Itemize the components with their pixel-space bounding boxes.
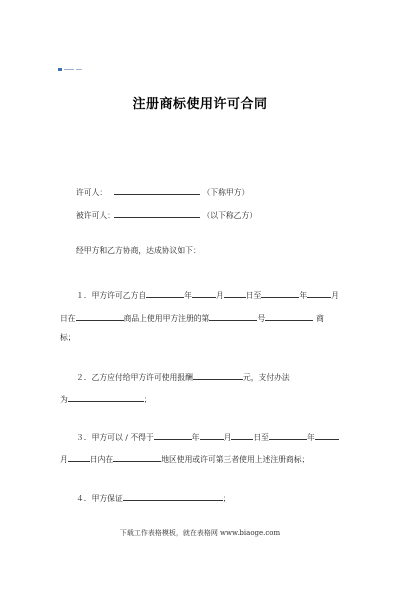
clause-2-line-2 [60,393,152,405]
month-label: 月 [223,433,232,442]
punct: ； [143,395,152,404]
clause-1-start: １．甲方许可乙方自 [76,291,147,300]
month-label: 月 [215,291,224,300]
blank [307,289,331,298]
footer-text: 下载工作表格模板，就在表格网 www.biaoge.com [119,529,281,537]
clause-2-line-1 [76,371,290,383]
blank [315,431,339,440]
blank [123,492,223,501]
day-label: 日内在 [89,455,114,464]
clause-2-start: ２．乙方应付给甲方许可使用报酬 [76,373,193,382]
blank [193,371,243,380]
blank [146,289,184,298]
licensee-note: （以下称乙方） [202,211,258,220]
day-to-label: 日至 [245,291,262,300]
blank [209,312,257,321]
clause-3-line-2 [60,453,309,465]
blank [269,431,307,440]
licensor-blank [114,186,200,195]
month-label: 月 [331,291,339,300]
blank [113,453,161,462]
intro-text: 经甲方和乙方协商，达成协议如下： [76,246,201,255]
region-text: 地区使用或许可第三者使用上述注册商标； [161,455,310,464]
licensee-label: 被许可人： [76,211,115,220]
licensor-label: 许可人： [76,188,108,197]
blank [76,312,124,321]
payment-text: 元，支付办法 [242,373,290,382]
clause-3-line-1 [76,431,339,443]
year-label: 年 [306,433,315,442]
blank [68,393,144,402]
year-label: 年 [299,291,308,300]
blank [154,431,192,440]
blank [261,289,299,298]
payment-prefix: 为 [60,395,68,404]
month-label: 月 [60,455,68,464]
blank [192,289,216,298]
blank [231,431,253,440]
clause-3-start: ３．甲方可以 / 不得于 [76,433,154,442]
clause-1-line-2 [60,312,324,324]
clause-1-line-3: 标； [60,333,76,342]
logo-icon [58,67,88,72]
licensee-line [76,209,257,221]
goods-text: 商品上使用甲方注册的第 [123,314,210,323]
number-label: 号 [257,314,266,323]
clause-1-line-1 [76,289,339,301]
punct: ； [222,494,231,503]
clause-4-start: ４．甲方保证 [76,494,123,503]
blank [68,453,90,462]
clause-4-line-1 [76,492,231,504]
blank [265,312,313,321]
day-label: 日在 [60,314,76,323]
mark-text: 商 [316,314,324,323]
day-to-label: 日至 [253,433,269,442]
licensor-line [76,186,249,198]
year-label: 年 [191,433,200,442]
blank [224,289,246,298]
licensor-note: （下称甲方） [202,188,250,197]
year-label: 年 [184,291,192,300]
document-title: 注册商标使用许可合同 [132,97,268,112]
blank [200,431,224,440]
licensee-blank [114,209,200,218]
